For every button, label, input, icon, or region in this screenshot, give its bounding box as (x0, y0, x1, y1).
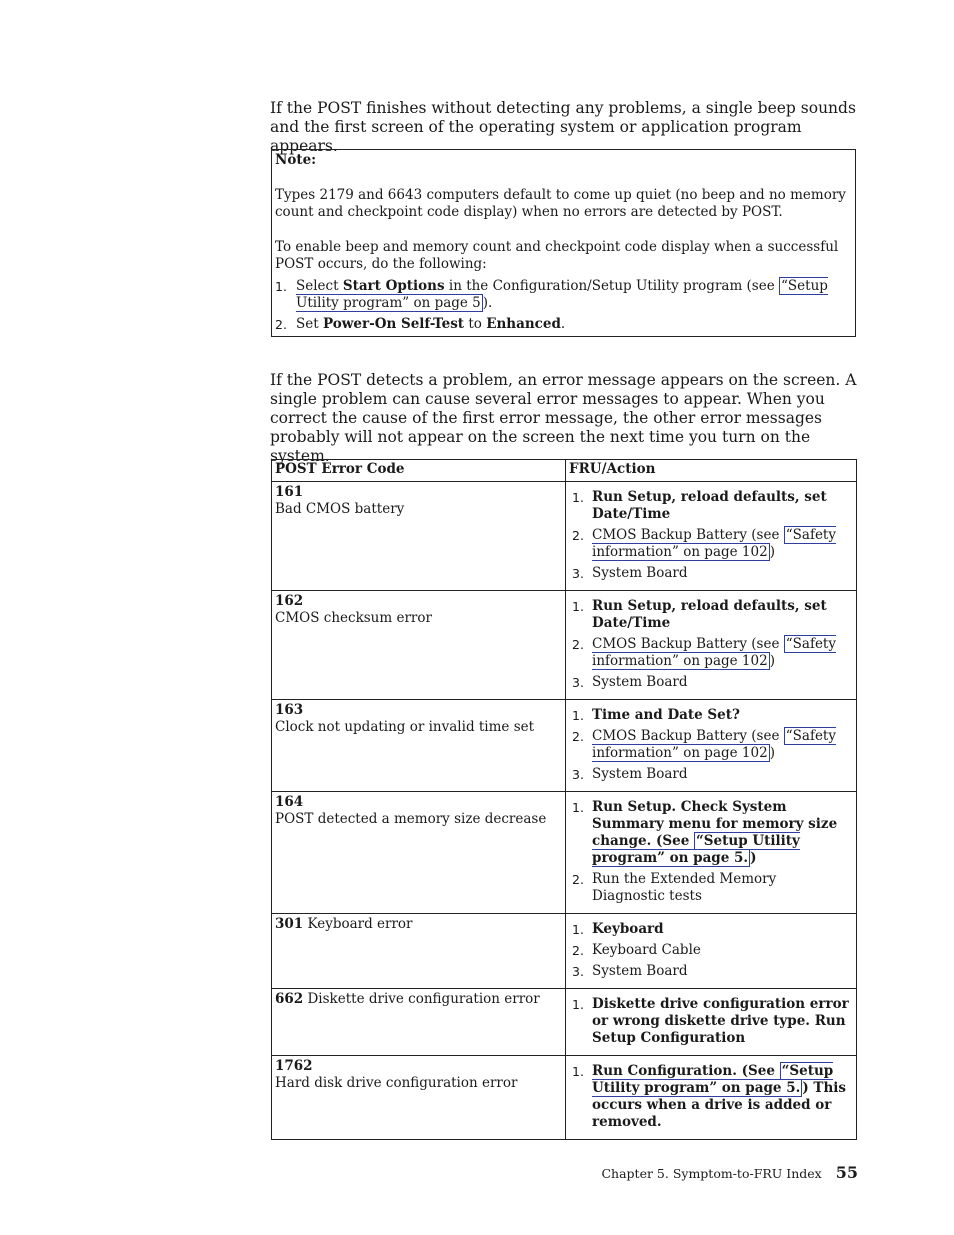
action-text: CMOS Backup Battery (see (592, 636, 784, 652)
action-item (569, 1063, 853, 1131)
action-text: Run Setup, reload defaults, set Date/Time (592, 598, 827, 631)
action-number: 3. (572, 675, 584, 690)
fru-action-cell (566, 482, 857, 591)
chapter-title: Chapter 5. Symptom-to-FRU Index (601, 1166, 822, 1181)
enhanced-term: Enhanced (486, 316, 561, 332)
action-text: System Board (592, 963, 688, 979)
step-number: 1. (275, 279, 287, 294)
action-text: ) (769, 745, 775, 761)
safety-information-link[interactable]: “Safety information” on page 102 (592, 527, 836, 560)
fru-action-cell (566, 792, 857, 914)
intro-paragraph: If the POST finishes without detecting any problems, a single beep sounds and the first screen of the operating system or application program appears. (270, 99, 856, 155)
error-description: Diskette drive configuration error (303, 991, 540, 1007)
error-code: 662 (275, 991, 304, 1007)
page-footer (601, 1163, 858, 1182)
action-item (569, 728, 853, 762)
error-description: Keyboard error (303, 916, 413, 932)
action-text: ) This occurs when a drive is added or removed. (592, 1080, 846, 1130)
column-header-code: POST Error Code (272, 460, 566, 482)
action-text: Run Setup, reload defaults, set Date/Time (592, 489, 827, 522)
start-options-term: Start Options (342, 278, 445, 294)
table-header-row (272, 460, 857, 482)
step-text: Set (296, 316, 323, 332)
action-item (569, 707, 853, 724)
note-steps (275, 278, 851, 333)
post-error-table (271, 459, 857, 1140)
note-paragraph-1: Types 2179 and 6643 computers default to come up quiet (no beep and no memory count and checkpoint code display) when no errors are detected by POST. (275, 187, 846, 220)
error-code-cell (272, 989, 566, 1056)
error-code-cell (272, 591, 566, 700)
action-text: Diskette drive configuration error or wrong diskette drive type. Run Setup Configuration (592, 996, 849, 1046)
action-text: System Board (592, 766, 688, 782)
error-description: Clock not updating or invalid time set (275, 719, 535, 735)
action-text: Run Setup. Check System Summary menu for memory size change. (See (592, 799, 838, 849)
table-row (272, 914, 857, 989)
action-item (569, 598, 853, 632)
note-paragraph-2: To enable beep and memory count and checkpoint code display when a successful POST occurs, do the following: (275, 239, 839, 272)
error-code: 161 (275, 484, 304, 500)
action-text: Run the Extended Memory Diagnostic tests (592, 871, 777, 904)
action-text: System Board (592, 674, 688, 690)
action-item (569, 871, 853, 905)
error-description: POST detected a memory size decrease (275, 811, 547, 827)
fru-action-cell (566, 1056, 857, 1140)
action-item (569, 942, 853, 959)
step-text: ). (482, 295, 493, 311)
action-number: 1. (572, 1064, 584, 1079)
action-item (569, 963, 853, 980)
page-number: 55 (835, 1163, 858, 1182)
action-number: 2. (572, 637, 584, 652)
table-row (272, 989, 857, 1056)
action-text: Time and Date Set? (592, 707, 740, 723)
action-item (569, 674, 853, 691)
step-text: in the Configuration/Setup Utility program (see (444, 278, 780, 294)
step-text: Select (296, 278, 343, 294)
action-text: ) (750, 850, 757, 866)
action-number: 1. (572, 800, 584, 815)
note-title: Note: (275, 152, 317, 168)
action-item (569, 489, 853, 523)
setup-utility-link[interactable]: “Setup Utility program” on page 5. (592, 1063, 834, 1096)
table-row (272, 591, 857, 700)
table-row (272, 792, 857, 914)
error-code-cell (272, 1056, 566, 1140)
action-text: Keyboard Cable (592, 942, 701, 958)
error-code-cell (272, 914, 566, 989)
action-number: 2. (572, 528, 584, 543)
action-text: CMOS Backup Battery (see (592, 728, 784, 744)
action-number: 3. (572, 767, 584, 782)
error-description: Hard disk drive configuration error (275, 1075, 518, 1091)
setup-utility-link[interactable]: “Setup Utility program” on page 5 (296, 278, 828, 311)
fru-action-cell (566, 989, 857, 1056)
note-step-2 (275, 316, 851, 333)
action-text: Run Configuration. (See (592, 1063, 780, 1079)
action-item (569, 565, 853, 582)
action-number: 2. (572, 943, 584, 958)
error-description: Bad CMOS battery (275, 501, 405, 517)
action-item (569, 996, 853, 1047)
error-code: 163 (275, 702, 304, 718)
action-number: 1. (572, 708, 584, 723)
action-number: 1. (572, 997, 584, 1012)
step-text: . (560, 316, 566, 332)
action-number: 1. (572, 490, 584, 505)
detect-paragraph: If the POST detects a problem, an error message appears on the screen. A single problem can cause several error messages to appear. When you correct the cause of the first error message, the other error messages probably will not appear on the screen the next time you turn on the system. (270, 371, 857, 465)
power-on-self-test-term: Power-On Self-Test (322, 316, 465, 332)
error-description: CMOS checksum error (275, 610, 432, 626)
action-number: 1. (572, 922, 584, 937)
table-row (272, 1056, 857, 1140)
table-row (272, 700, 857, 792)
action-number: 2. (572, 729, 584, 744)
step-number: 2. (275, 317, 287, 332)
fru-action-cell (566, 591, 857, 700)
action-item (569, 799, 853, 867)
error-code-cell (272, 700, 566, 792)
error-code-cell (272, 792, 566, 914)
action-text: ) (769, 653, 775, 669)
step-text: to (464, 316, 487, 332)
error-code: 164 (275, 794, 304, 810)
action-text: Keyboard (592, 921, 664, 937)
action-number: 2. (572, 872, 584, 887)
fru-action-cell (566, 914, 857, 989)
action-number: 3. (572, 566, 584, 581)
action-item (569, 921, 853, 938)
action-text: ) (769, 544, 775, 560)
error-code-cell (272, 482, 566, 591)
action-item (569, 636, 853, 670)
safety-information-link[interactable]: “Safety information” on page 102 (592, 636, 836, 669)
error-code: 162 (275, 593, 304, 609)
note-box (271, 149, 856, 337)
action-text: System Board (592, 565, 688, 581)
note-step-1 (275, 278, 851, 312)
action-item (569, 527, 853, 561)
error-code: 301 (275, 916, 304, 932)
action-text: CMOS Backup Battery (see (592, 527, 784, 543)
safety-information-link[interactable]: “Safety information” on page 102 (592, 728, 836, 761)
setup-utility-link[interactable]: “Setup Utility program” on page 5. (592, 833, 800, 866)
action-number: 1. (572, 599, 584, 614)
error-code: 1762 (275, 1058, 313, 1074)
column-header-action: FRU/Action (566, 460, 857, 482)
table-row (272, 482, 857, 591)
fru-action-cell (566, 700, 857, 792)
action-number: 3. (572, 964, 584, 979)
action-item (569, 766, 853, 783)
